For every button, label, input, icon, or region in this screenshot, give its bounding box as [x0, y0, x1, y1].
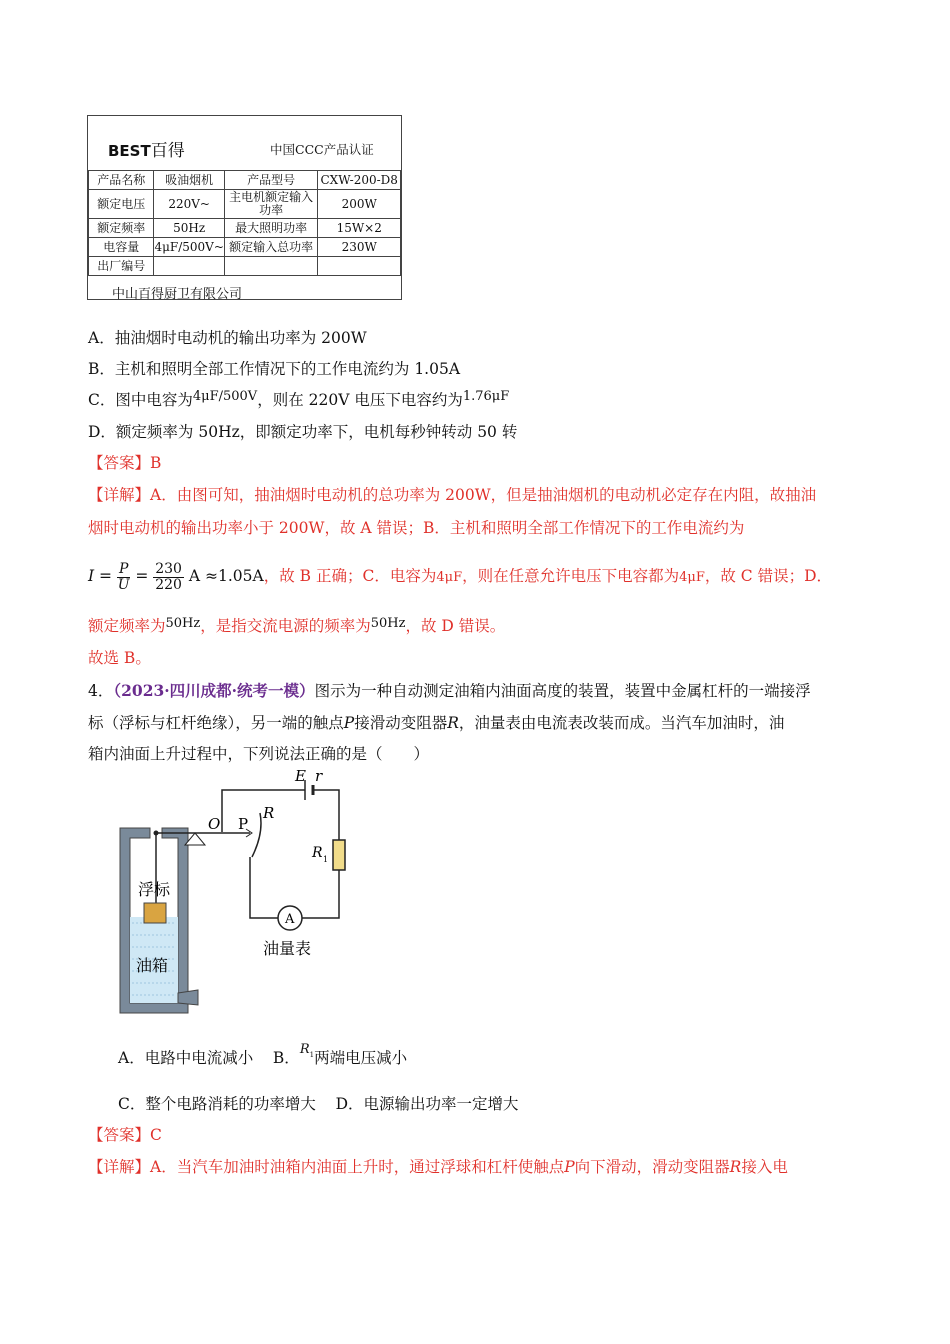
fraction-p-u: $\frac{P}{U}$	[117, 560, 130, 593]
nameplate-cell: 吸油烟机	[154, 171, 224, 190]
q3-option-c: C．图中电容为$^{4\mu F/500V}$，则在 220V 电压下电容约为$^{1.76\mu F}$	[88, 389, 510, 409]
nameplate-cell	[318, 257, 401, 276]
nameplate-row	[89, 219, 401, 238]
fraction-230-220: $\frac{230}{220}$	[155, 560, 182, 593]
nameplate-row	[89, 257, 401, 276]
nameplate-cell	[224, 257, 318, 276]
nameplate-cell: 4μF/500V~	[154, 238, 224, 257]
resistor-R1	[333, 840, 345, 870]
nameplate-cell: 50Hz	[154, 219, 224, 238]
nameplate-cell: 额定输入总功率	[224, 238, 318, 257]
nameplate-table	[88, 170, 401, 276]
q4-stem-line-3: 箱内油面上升过程中，下列说法正确的是（ ）	[88, 745, 430, 763]
q3-detail-line-1: 【详解】A．由图可知，抽油烟时电动机的总功率为 200W，但是抽油烟机的电动机必定存在内阻，故抽油	[88, 486, 817, 504]
nameplate-cell: 产品名称	[89, 171, 154, 190]
label-P: P	[238, 815, 249, 833]
q4-options-ab: A．电路中电流减小 B．$^{R1}$两端电压减小	[118, 1042, 408, 1067]
product-nameplate	[87, 115, 402, 300]
nameplate-brand: BEST百得	[108, 141, 185, 161]
label-r: r	[315, 767, 323, 785]
nameplate-cell: 15W×2	[318, 219, 401, 238]
q3-formula-line: I = $\frac{P}{U}$ = $\frac{230}{220}$ A ≈1.05A，故 B 正确；C．电容为4μF，则在任意允许电压下电容都为4μF，故 C 错误；D．	[88, 560, 833, 593]
label-O: O	[208, 815, 221, 833]
nameplate-row	[89, 171, 401, 190]
label-A: A	[285, 912, 295, 927]
q3-answer: 【答案】B	[88, 454, 162, 472]
label-tank: 油箱	[136, 956, 169, 975]
q3-conclusion: 故选 B。	[88, 649, 151, 667]
q4-answer: 【答案】C	[88, 1126, 162, 1144]
label-E: E	[295, 767, 306, 785]
float-block	[144, 903, 166, 923]
nameplate-cell: 出厂编号	[89, 257, 154, 276]
nameplate-cell: 电容量	[89, 238, 154, 257]
tank-outlet	[178, 990, 198, 1005]
label-R1-sub: 1	[323, 855, 329, 864]
nameplate-cell: 220V~	[154, 190, 224, 219]
q3-detail-line-2: 烟时电动机的输出功率小于 200W，故 A 错误；B．主机和照明全部工作情况下的工作电流约为	[88, 519, 745, 537]
nameplate-cell: 200W	[318, 190, 401, 219]
nameplate-row	[89, 238, 401, 257]
label-float: 浮标	[138, 880, 171, 899]
nameplate-company: 中山百得厨卫有限公司	[112, 287, 243, 302]
label-R1: R	[312, 845, 323, 861]
nameplate-cell: 230W	[318, 238, 401, 257]
q3-option-d: D．额定频率为 50Hz，即额定功率下，电机每秒钟转动 50 转	[88, 423, 518, 441]
nameplate-cell: 额定频率	[89, 219, 154, 238]
nameplate-cell: 最大照明功率	[224, 219, 318, 238]
q4-options-cd: C．整个电路消耗的功率增大 D．电源输出功率一定增大	[118, 1095, 519, 1113]
q3-detail-line-4: 额定频率为$^{50Hz}$，是指交流电源的频率为$^{50Hz}$，故 D 错误。	[88, 616, 506, 635]
q3-option-b: B．主机和照明全部工作情况下的工作电流约为 1.05A	[88, 360, 461, 378]
nameplate-cell: 额定电压	[89, 190, 154, 219]
nameplate-cell: CXW-200-D8	[318, 171, 401, 190]
q4-stem-line-2: 标（浮标与杠杆绝缘），另一端的触点P接滑动变阻器R，油量表由电流表改装而成。当汽车加油时，油	[88, 714, 785, 732]
q4-stem-line-1: 4．（2023·四川成都·统考一模）图示为一种自动测定油箱内油面高度的装置，装置中金属杠杆的一端接浮	[88, 681, 811, 700]
label-R: R	[263, 804, 275, 822]
q4-detail-line-1: 【详解】A．当汽车加油时油箱内油面上升时，通过浮球和杠杆使触点P向下滑动，滑动变阻器R接入电	[88, 1158, 788, 1176]
nameplate-cell: 主电机额定输入功率	[224, 190, 318, 219]
label-meter: 油量表	[263, 939, 312, 958]
q3-option-a: A．抽油烟时电动机的输出功率为 200W	[88, 329, 367, 347]
fuel-gauge-circuit-diagram	[110, 765, 370, 1025]
nameplate-row	[89, 190, 401, 219]
rheostat-R	[252, 813, 261, 857]
nameplate-certification: 中国CCC产品认证	[270, 142, 374, 157]
nameplate-cell: 产品型号	[224, 171, 318, 190]
nameplate-cell	[154, 257, 224, 276]
